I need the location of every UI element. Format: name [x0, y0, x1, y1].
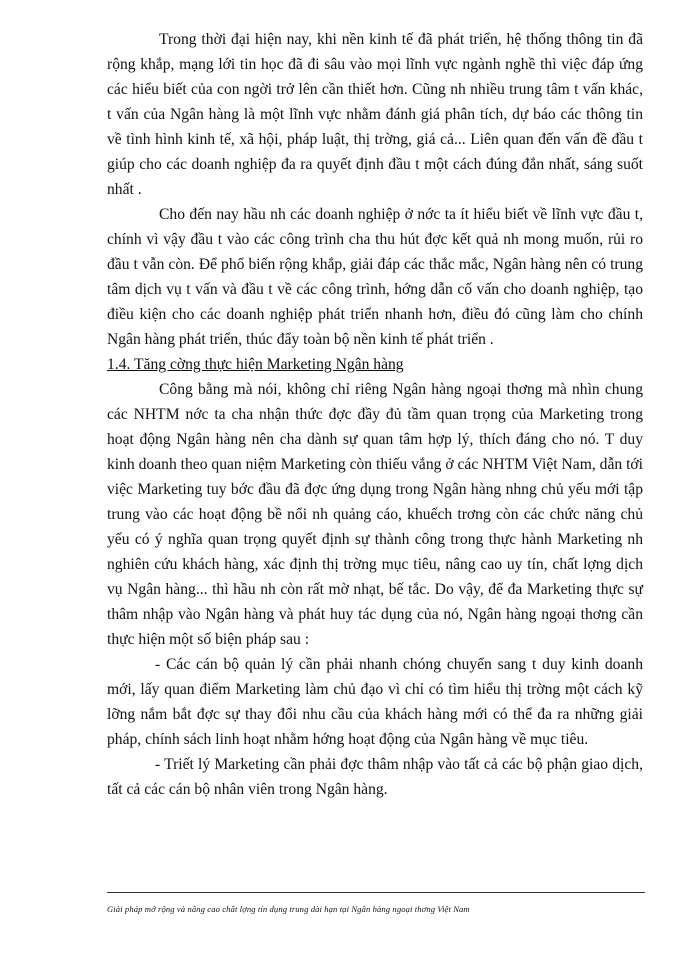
paragraph-intro-1: Trong thời đại hiện nay, khi nền kinh tế đã phát triển, hệ thống thông tin đã rộng khắp, mạng lới tin học đã đi sâu vào mọi lĩnh vực ngành nghề thì việc đáp ứng các hiểu biết của con ngời trở lên cần thiết hơn. Cũng nh nhiều trung tâm t vấn khác, t vấn của Ngân hàng là một lĩnh vực nhằm đánh giá phân tích, dự báo các thông tin về tình hình kinh tế, xã hội, pháp luật, thị trờng, giá cả... Liên quan đến vấn đề đầu t giúp cho các doanh nghiệp đa ra quyết định đầu t một cách đúng đắn nhất, sáng suốt nhất .: [107, 31, 643, 198]
section-heading: 1.4. Tăng cờng thực hiện Marketing Ngân hàng: [107, 356, 404, 373]
document-body: [107, 27, 643, 802]
paragraph-intro-2: Cho đến nay hầu nh các doanh nghiệp ở nớc ta ít hiểu biết về lĩnh vực đầu t, chính vì vậy đầu t vào các công trình cha thu hút đợc kết quả nh mong muốn, rủi ro đầu t vẫn còn. Để phổ biến rộng khắp, giải đáp các thắc mắc, Ngân hàng nên có trung tâm dịch vụ t vấn và đầu t về các công trình, hớng dẫn cố vấn cho doanh nghiệp, tạo điều kiện cho các doanh nghiệp phát triển nhanh hơn, điều đó cũng làm cho chính Ngân hàng phát triển, thúc đẩy toàn bộ nền kinh tế phát triển .: [107, 206, 643, 348]
page-footer: Giải pháp mở rộng và nâng cao chất lợng tín dụng trung dài hạn tại Ngân hàng ngoại thơng Việt Nam: [107, 904, 470, 914]
footer-divider: [107, 892, 645, 893]
bullet-item-2: - Triết lý Marketing cần phải đợc thâm nhập vào tất cả các bộ phận giao dịch, tất cả các cán bộ nhân viên trong Ngân hàng.: [107, 756, 643, 798]
bullet-item-1: - Các cán bộ quản lý cần phải nhanh chóng chuyển sang t duy kinh doanh mới, lấy quan điểm Marketing làm chủ đạo vì chỉ có tìm hiểu thị trờng một cách kỹ lỡng nắm bắt đợc sự thay đổi nhu cầu của khách hàng mới có thể đa ra những giải pháp, chính sách linh hoạt nhằm hớng hoạt động của Ngân hàng về mục tiêu.: [107, 656, 643, 748]
paragraph-marketing: Công bằng mà nói, không chỉ riêng Ngân hàng ngoại thơng mà nhìn chung các NHTM nớc ta cha nhận thức đợc đầy đủ tầm quan trọng của Marketing trong hoạt động Ngân hàng nên cha dành sự quan tâm hợp lý, thích đáng cho nó. T duy kinh doanh theo quan niệm Marketing còn thiếu vắng ở các NHTM Việt Nam, dẫn tới việc Marketing tuy bớc đầu đã đợc ứng dụng trong Ngân hàng nhng chủ yếu mới tập trung vào các hoạt động bề nổi nh quảng cáo, khuếch trơng còn các chức năng chủ yếu có ý nghĩa quan trọng quyết định sự thành công trong thực hành Marketing nh nghiên cứu khách hàng, xác định thị trờng mục tiêu, nâng cao uy tín, chất lợng dịch vụ Ngân hàng... thì hầu nh còn rất mờ nhạt, bế tắc. Do vậy, để đa Marketing thực sự thâm nhập vào Ngân hàng và phát huy tác dụng của nó, Ngân hàng ngoại thơng cần thực hiện một số biện pháp sau :: [107, 381, 643, 648]
